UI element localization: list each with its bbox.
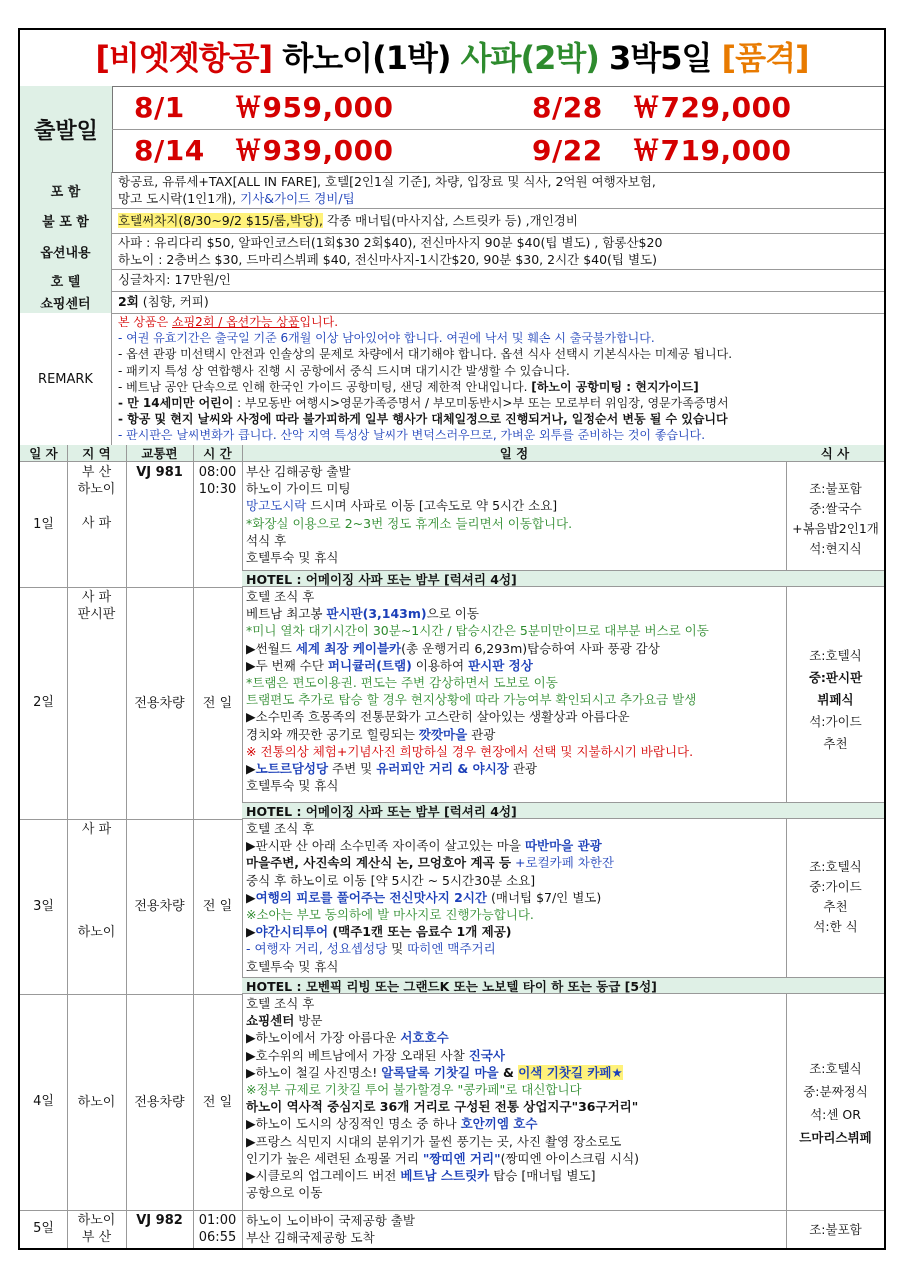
shopping-items: (침향, 커피) [138, 294, 209, 309]
schedule-highlight: 퍼니큘러(트램) [327, 657, 412, 673]
meal-item: 조:호텔식 [809, 1061, 862, 1076]
schedule-text: ▶호수위의 베트남에서 가장 오래된 사찰 [246, 1047, 469, 1063]
day-1-hotel: HOTEL : 어메이징 사파 또는 밤부 [럭셔리 4성] [242, 570, 884, 587]
schedule-highlight: +로컬카페 차한잔 [511, 855, 614, 871]
schedule-text: 및 [387, 941, 408, 957]
region-name: 하노이 [77, 1213, 116, 1228]
schedule-text: (총 운행거리 6,293m)탑승하여 사파 풍광 감상 [401, 640, 660, 656]
day-5-schedule [246, 1212, 786, 1246]
day-4-meals [787, 1057, 884, 1149]
divider [193, 445, 194, 1248]
schedule-line [246, 1150, 786, 1167]
schedule-line: 트램편도 추가로 탑승 할 경우 현지상황에 따라 가능여부 확인되시고 추가요금 발생 [246, 692, 697, 708]
schedule-text: ▶판시판 산 아래 소수민족 자이족이 살고있는 마을 [246, 838, 525, 854]
include-label: 포 함 [20, 172, 112, 208]
departure-item [134, 86, 394, 129]
schedule-text: (맥주1캔 또는 음료수 1개 제공) [328, 924, 512, 940]
shopping-row [20, 291, 884, 314]
header-region: 지 역 [67, 445, 126, 462]
schedule-text: 탑승 [매너팁 별도] [489, 1168, 596, 1184]
schedule-highlight: 호안끼엠 호수 [460, 1116, 538, 1132]
meal-item: 석:센 OR [810, 1107, 861, 1122]
schedule-highlight: 마을주변, 사진속의 계산식 논, 므엉호아 계곡 등 [246, 855, 512, 871]
day-2-time: 전 일 [202, 696, 233, 711]
schedule-line: ※정부 규제로 기찻길 투어 불가할경우 "콩카페"로 대신합니다 [246, 1082, 582, 1098]
day-5-region [67, 1212, 126, 1246]
schedule-line [246, 1064, 786, 1081]
departure-price: ￦939,000 [234, 134, 394, 167]
hotel-content: 싱글차지: 17만원/인 [118, 272, 231, 287]
departure-price: ￦719,000 [632, 134, 792, 167]
header-transport: 교통편 [126, 445, 193, 462]
schedule-text: (매너팁 $7/인 별도) [487, 889, 602, 905]
schedule-line [246, 889, 786, 906]
options-content [118, 234, 878, 268]
schedule-highlight: 유러피안 거리 & 야시장 [376, 761, 509, 777]
schedule-highlight: 노트르담성당 [255, 761, 329, 777]
schedule-text: (짱띠엔 아이스크림 시식) [500, 1150, 640, 1166]
time-value: 08:00 [198, 465, 237, 480]
departure-date: 8/28 [532, 91, 603, 124]
remark-text: : 부모동반 여행시>영문가족증명서 / 부모미동반시>부 또는 모로부터 위임장, 영문가족증명서 [233, 396, 729, 411]
exclude-label: 불 포 함 [20, 208, 112, 233]
day-5-time [193, 1212, 242, 1246]
schedule-highlight: 세계 최장 케이블카 [295, 640, 402, 656]
itinerary-table [20, 445, 884, 1248]
remark-line: - 여권 유효기간은 출국일 기준 6개월 이상 남아있어야 합니다. 여권에 낙서 및 훼손 시 출국불가합니다. [118, 331, 655, 346]
schedule-line: 부산 김해공항 출발 [246, 464, 351, 479]
schedule-text: & [498, 1064, 519, 1080]
meal-item: 석:가이드 [809, 714, 862, 729]
meal-item: 조:불포함 [809, 1222, 862, 1237]
remark-text: 본 상품은 [118, 315, 172, 329]
departure-label: 출발일 [20, 86, 113, 172]
meal-item: 중:분짜정식 [803, 1084, 868, 1099]
schedule-highlight: 판시판(3,143m) [326, 606, 427, 622]
exclude-rest: 각종 매너팁(마사지삽, 스트릿카 등) ,개인경비 [323, 213, 578, 228]
divider [20, 1210, 884, 1211]
remark-line: - 항공 및 현지 날씨와 사정에 따라 불가피하게 일부 행사가 대체일정으로 진행되거나, 일정순서 변동 될 수 있습니다 [118, 412, 728, 427]
hotel-label: 호 텔 [20, 269, 112, 291]
day-3-time: 전 일 [202, 899, 233, 914]
schedule-text: 주변 및 [328, 761, 377, 777]
schedule-line: 호텔 조식 후 [246, 996, 315, 1011]
exclude-row [20, 208, 884, 234]
schedule-line: 호텔투숙 및 휴식 [246, 778, 339, 794]
day-2-hotel: HOTEL : 어메이징 사파 또는 밤부 [럭셔리 4성] [242, 802, 884, 819]
day-3-transport: 전용차량 [134, 899, 185, 914]
schedule-text: 드시며 사파로 이동 [고속도로 약 5시간 소요] [306, 498, 558, 514]
header-schedule: 일 정 [242, 445, 786, 462]
schedule-text: ▶하노이 철길 사진명소! [246, 1064, 382, 1080]
remark-highlight: 쇼핑2회 / 옵션가능 상품 [172, 315, 300, 329]
schedule-text: 방문 [294, 1013, 323, 1029]
region-name: 사 파 [81, 516, 112, 531]
day-5-label: 5일 [33, 1221, 54, 1236]
meal-item: 드마리스뷔페 [799, 1130, 872, 1145]
divider [242, 445, 243, 1248]
day-2-label: 2일 [33, 695, 54, 710]
day-1-transport: VJ 981 [136, 465, 183, 480]
schedule-line [246, 1167, 786, 1184]
schedule-line [246, 657, 786, 674]
schedule-line: 호텔 조식 후 [246, 589, 315, 604]
region-name: 사 파 [81, 590, 112, 605]
day-3-meals [787, 857, 884, 937]
departure-date: 9/22 [532, 134, 603, 167]
schedule-line: 호텔 조식 후 [246, 821, 315, 836]
schedule-text: ▶두 번째 수단 [246, 657, 328, 673]
schedule-highlight: 망고도시락 [246, 498, 307, 514]
departure-item [532, 129, 792, 172]
remark-line [118, 395, 878, 411]
departure-item [532, 86, 792, 129]
schedule-text: 이용하여 [411, 657, 469, 673]
meal-item: 중:가이드 [809, 879, 862, 894]
schedule-line: *트램은 편도이용권. 편도는 주변 감상하면서 도보로 이동 [246, 675, 558, 691]
time-value: 01:00 [198, 1213, 237, 1228]
hotel-row [20, 269, 884, 292]
schedule-text: 베트남 최고봉 [246, 606, 327, 622]
schedule-line [246, 497, 786, 514]
header-meal: 식 사 [786, 445, 884, 462]
schedule-line [246, 760, 786, 777]
day-2-region [67, 589, 126, 623]
schedule-text: ▶썬월드 [246, 640, 296, 656]
shopping-label: 쇼핑센터 [20, 291, 112, 313]
schedule-line: *화장실 이용으로 2~3번 정도 휴게소 들리면서 이동합니다. [246, 515, 573, 531]
region-name: 부 산 [81, 1230, 112, 1245]
remark-highlight: [하노이 공항미팅 : 현지가이드] [531, 379, 699, 394]
divider [126, 445, 127, 1248]
region-name: 판시판 [77, 607, 116, 622]
title-airline: [비엣젯항공] [95, 39, 273, 77]
day-3-region-top: 사 파 [81, 822, 112, 837]
meal-item: 추천 [823, 899, 848, 914]
meal-item: 조:호텔식 [809, 648, 862, 663]
schedule-line: ※소아는 부모 동의하에 발 마사지로 진행가능합니다. [246, 907, 534, 923]
schedule-highlight: 깟깟마을 [418, 726, 468, 742]
day-3-schedule [246, 820, 786, 975]
day-4-label: 4일 [33, 1094, 54, 1109]
time-value: 10:30 [198, 482, 237, 497]
remark-line [118, 314, 878, 330]
shopping-count: 2회 [118, 294, 139, 309]
meal-item: 석:현지식 [809, 541, 862, 556]
schedule-line: 공항으로 이동 [246, 1185, 323, 1201]
remark-row [20, 313, 884, 446]
meal-item: 석:한 식 [813, 919, 858, 934]
include-line: 항공료, 유류세+TAX[ALL IN FARE], 호텔[2인1실 기준], 차량, 입장료 및 식사, 2억원 여행자보험, [118, 174, 656, 189]
time-value: 06:55 [198, 1230, 237, 1245]
day-1-meals [787, 479, 884, 559]
day-2-meals [787, 645, 884, 755]
day-1-region [67, 464, 126, 532]
day-2-transport: 전용차량 [134, 696, 185, 711]
schedule-highlight: 따히엔 맥주거리 [407, 941, 496, 957]
remark-line: - 옵션 관광 미선택시 안전과 인솔상의 문제로 차량에서 대기해야 합니다. 옵션 식사 선택시 기본식사는 미제공 됩니다. [118, 347, 733, 362]
schedule-highlight: 판시판 정상 [468, 657, 533, 673]
schedule-line [246, 854, 786, 871]
day-4-schedule [246, 995, 786, 1201]
title-sapa: 사파(2박) [460, 39, 599, 77]
day-1-schedule [246, 463, 786, 566]
day-1-time [193, 464, 242, 498]
schedule-line [246, 1012, 786, 1029]
schedule-highlight: 이색 기찻길 카페★ [518, 1064, 623, 1080]
options-row [20, 233, 884, 270]
day-1-label: 1일 [33, 517, 54, 532]
schedule-line: *미니 열차 대기시간이 30분~1시간 / 탑승시간은 5분미만이므로 대부분 버스로 이동 [246, 623, 709, 639]
tour-sheet [18, 28, 886, 1250]
region-name: 하노이 [77, 482, 116, 497]
meal-item: +볶음밥2인1개 [792, 521, 879, 536]
title-bar [20, 30, 884, 87]
options-line: 사파 : 유리다리 $50, 알파인코스터(1회$30 2회$40), 전신마사지 90분 $40(팁 별도) , 함롱산$20 [118, 235, 663, 250]
schedule-line [246, 837, 786, 854]
remark-content [118, 314, 878, 444]
schedule-text: 관광 [467, 726, 496, 742]
schedule-highlight: 쇼핑센터 [246, 1013, 295, 1029]
schedule-line: ▶프랑스 식민지 시대의 분위기가 물씬 풍기는 곳, 사진 촬영 장소로도 [246, 1133, 622, 1149]
divider [67, 445, 68, 1248]
title-duration: 3박5일 [609, 39, 712, 77]
remark-text: - 베트남 공안 단속으로 인해 한국인 가이드 공항미팅, 샌딩 제한적 안내입니다. [118, 379, 532, 394]
schedule-line: 하노이 노이바이 국제공항 출발 [246, 1213, 415, 1228]
schedule-line: 하노이 역사적 중심지로 36개 거리로 구성된 전통 상업지구"36구거리" [246, 1099, 639, 1115]
schedule-highlight: 서호호수 [400, 1030, 449, 1046]
options-line: 하노이 : 2층버스 $30, 드마리스뷔페 $40, 전신마사지-1시간$20, 90분 $30, 2시간 $40(팁 별도) [118, 252, 658, 267]
exclude-content [118, 212, 878, 229]
remark-line: - 패키지 특성 상 연합행사 진행 시 공항에서 중식 드시며 대기시간 발생할 수 있습니다. [118, 363, 570, 378]
schedule-highlight: 알록달록 기찻길 마을 [381, 1064, 499, 1080]
departure-price: ￦959,000 [234, 91, 394, 124]
schedule-text: 으로 이동 [426, 606, 479, 622]
departure-price: ￦729,000 [632, 91, 792, 124]
day-3-label: 3일 [33, 899, 54, 914]
include-line [118, 190, 878, 207]
remark-line [118, 379, 878, 395]
schedule-line: 호텔투숙 및 휴식 [246, 550, 339, 566]
day-5-transport: VJ 982 [136, 1213, 183, 1228]
remark-highlight: - 만 14세미만 어린이 [118, 396, 234, 411]
schedule-line [246, 640, 786, 657]
include-row [20, 172, 884, 209]
departure-date: 8/14 [134, 134, 205, 167]
schedule-highlight: 베트남 스트릿카 [400, 1168, 490, 1184]
schedule-line: 석식 후 [246, 532, 287, 548]
exclude-surcharge: 호텔써차지(8/30~9/2 $15/룸,박당), [118, 213, 324, 228]
meal-item: 조:호텔식 [809, 859, 862, 874]
schedule-text: 인기가 높은 세련된 쇼핑몰 거리 [246, 1150, 423, 1166]
include-content [118, 173, 878, 207]
schedule-line: 중식 후 하노이로 이동 [약 5시간 ~ 5시간30분 소요] [246, 872, 536, 888]
schedule-line [246, 1047, 786, 1064]
schedule-line [246, 940, 786, 957]
day-4-time: 전 일 [202, 1095, 233, 1110]
meal-item: 추천 [823, 736, 848, 751]
day-5-meals [787, 1220, 884, 1240]
schedule-text: ▶ [246, 924, 256, 940]
schedule-line: ※ 전통의상 체험+기념사진 희망하실 경우 현장에서 선택 및 지불하시기 바랍니다. [246, 743, 694, 759]
schedule-highlight: "짱띠엔 거리" [422, 1150, 501, 1166]
remark-label: REMARK [20, 313, 112, 445]
schedule-line [246, 1115, 786, 1132]
schedule-line: ▶소수민족 흐몽족의 전통문화가 고스란히 살아있는 생활상과 아름다운 [246, 709, 630, 725]
departure-item [134, 129, 394, 172]
schedule-text: ▶하노이 도시의 상징적인 명소 중 하나 [246, 1116, 461, 1132]
day-4-region: 하노이 [77, 1095, 116, 1110]
options-label: 옵션내용 [20, 233, 112, 269]
meal-item: 중:판시판 [808, 670, 863, 685]
title-grade: [품격] [721, 39, 809, 77]
schedule-text: ▶시클로의 업그레이드 버전 [246, 1168, 401, 1184]
schedule-line: 부산 김해국제공항 도착 [246, 1230, 375, 1246]
day-3-region-bottom: 하노이 [77, 925, 116, 940]
schedule-text: ▶하노이에서 가장 아름다운 [246, 1030, 401, 1046]
header-day: 일 자 [20, 445, 67, 462]
schedule-text: 경치와 깨끗한 공기로 힐링되는 [246, 726, 419, 742]
day-3-hotel: HOTEL : 모벤픽 리빙 또는 그랜드K 또는 노보텔 타이 하 또는 동급 [5성] [242, 977, 884, 994]
schedule-text: 관광 [508, 761, 537, 777]
schedule-highlight: 여행의 피로를 풀어주는 전신맛사지 2시간 [255, 889, 488, 905]
schedule-text: ▶ [246, 889, 256, 905]
departure-section [20, 86, 884, 173]
schedule-highlight: 야간시티투어 [255, 924, 329, 940]
schedule-highlight: 진국사 [468, 1047, 505, 1063]
remark-text: 입니다. [299, 315, 339, 329]
schedule-line: 하노이 가이드 미팅 [246, 481, 351, 497]
schedule-line [246, 1029, 786, 1046]
schedule-line: 호텔투숙 및 휴식 [246, 958, 339, 974]
schedule-line [246, 726, 786, 743]
meal-item: 중:쌀국수 [809, 501, 862, 516]
region-name: 부 산 [81, 465, 112, 480]
departure-date: 8/1 [134, 91, 185, 124]
header-time: 시 간 [193, 445, 242, 462]
shopping-content [118, 293, 878, 310]
schedule-line [246, 923, 786, 940]
schedule-highlight: 따반마을 관광 [524, 838, 602, 854]
meal-item: 조:불포함 [809, 481, 862, 496]
schedule-text: ▶ [246, 761, 256, 777]
schedule-highlight: - 여행자 거리, 성요셉성당 [246, 941, 388, 957]
meal-item: 뷔페식 [817, 692, 854, 707]
title-hanoi: 하노이(1박) [282, 39, 451, 77]
include-meal: 망고 도시락(1인1개), [118, 191, 237, 206]
remark-line: - 판시판은 날씨변화가 큽니다. 산악 지역 특성상 날씨가 변덕스러우므로, 가벼운 외투를 준비하는 것이 좋습니다. [118, 428, 706, 443]
include-guide-fee: 기사&가이드 경비/팁 [240, 191, 355, 206]
day-2-schedule [246, 588, 786, 794]
schedule-line [246, 605, 786, 622]
day-4-transport: 전용차량 [134, 1095, 185, 1110]
